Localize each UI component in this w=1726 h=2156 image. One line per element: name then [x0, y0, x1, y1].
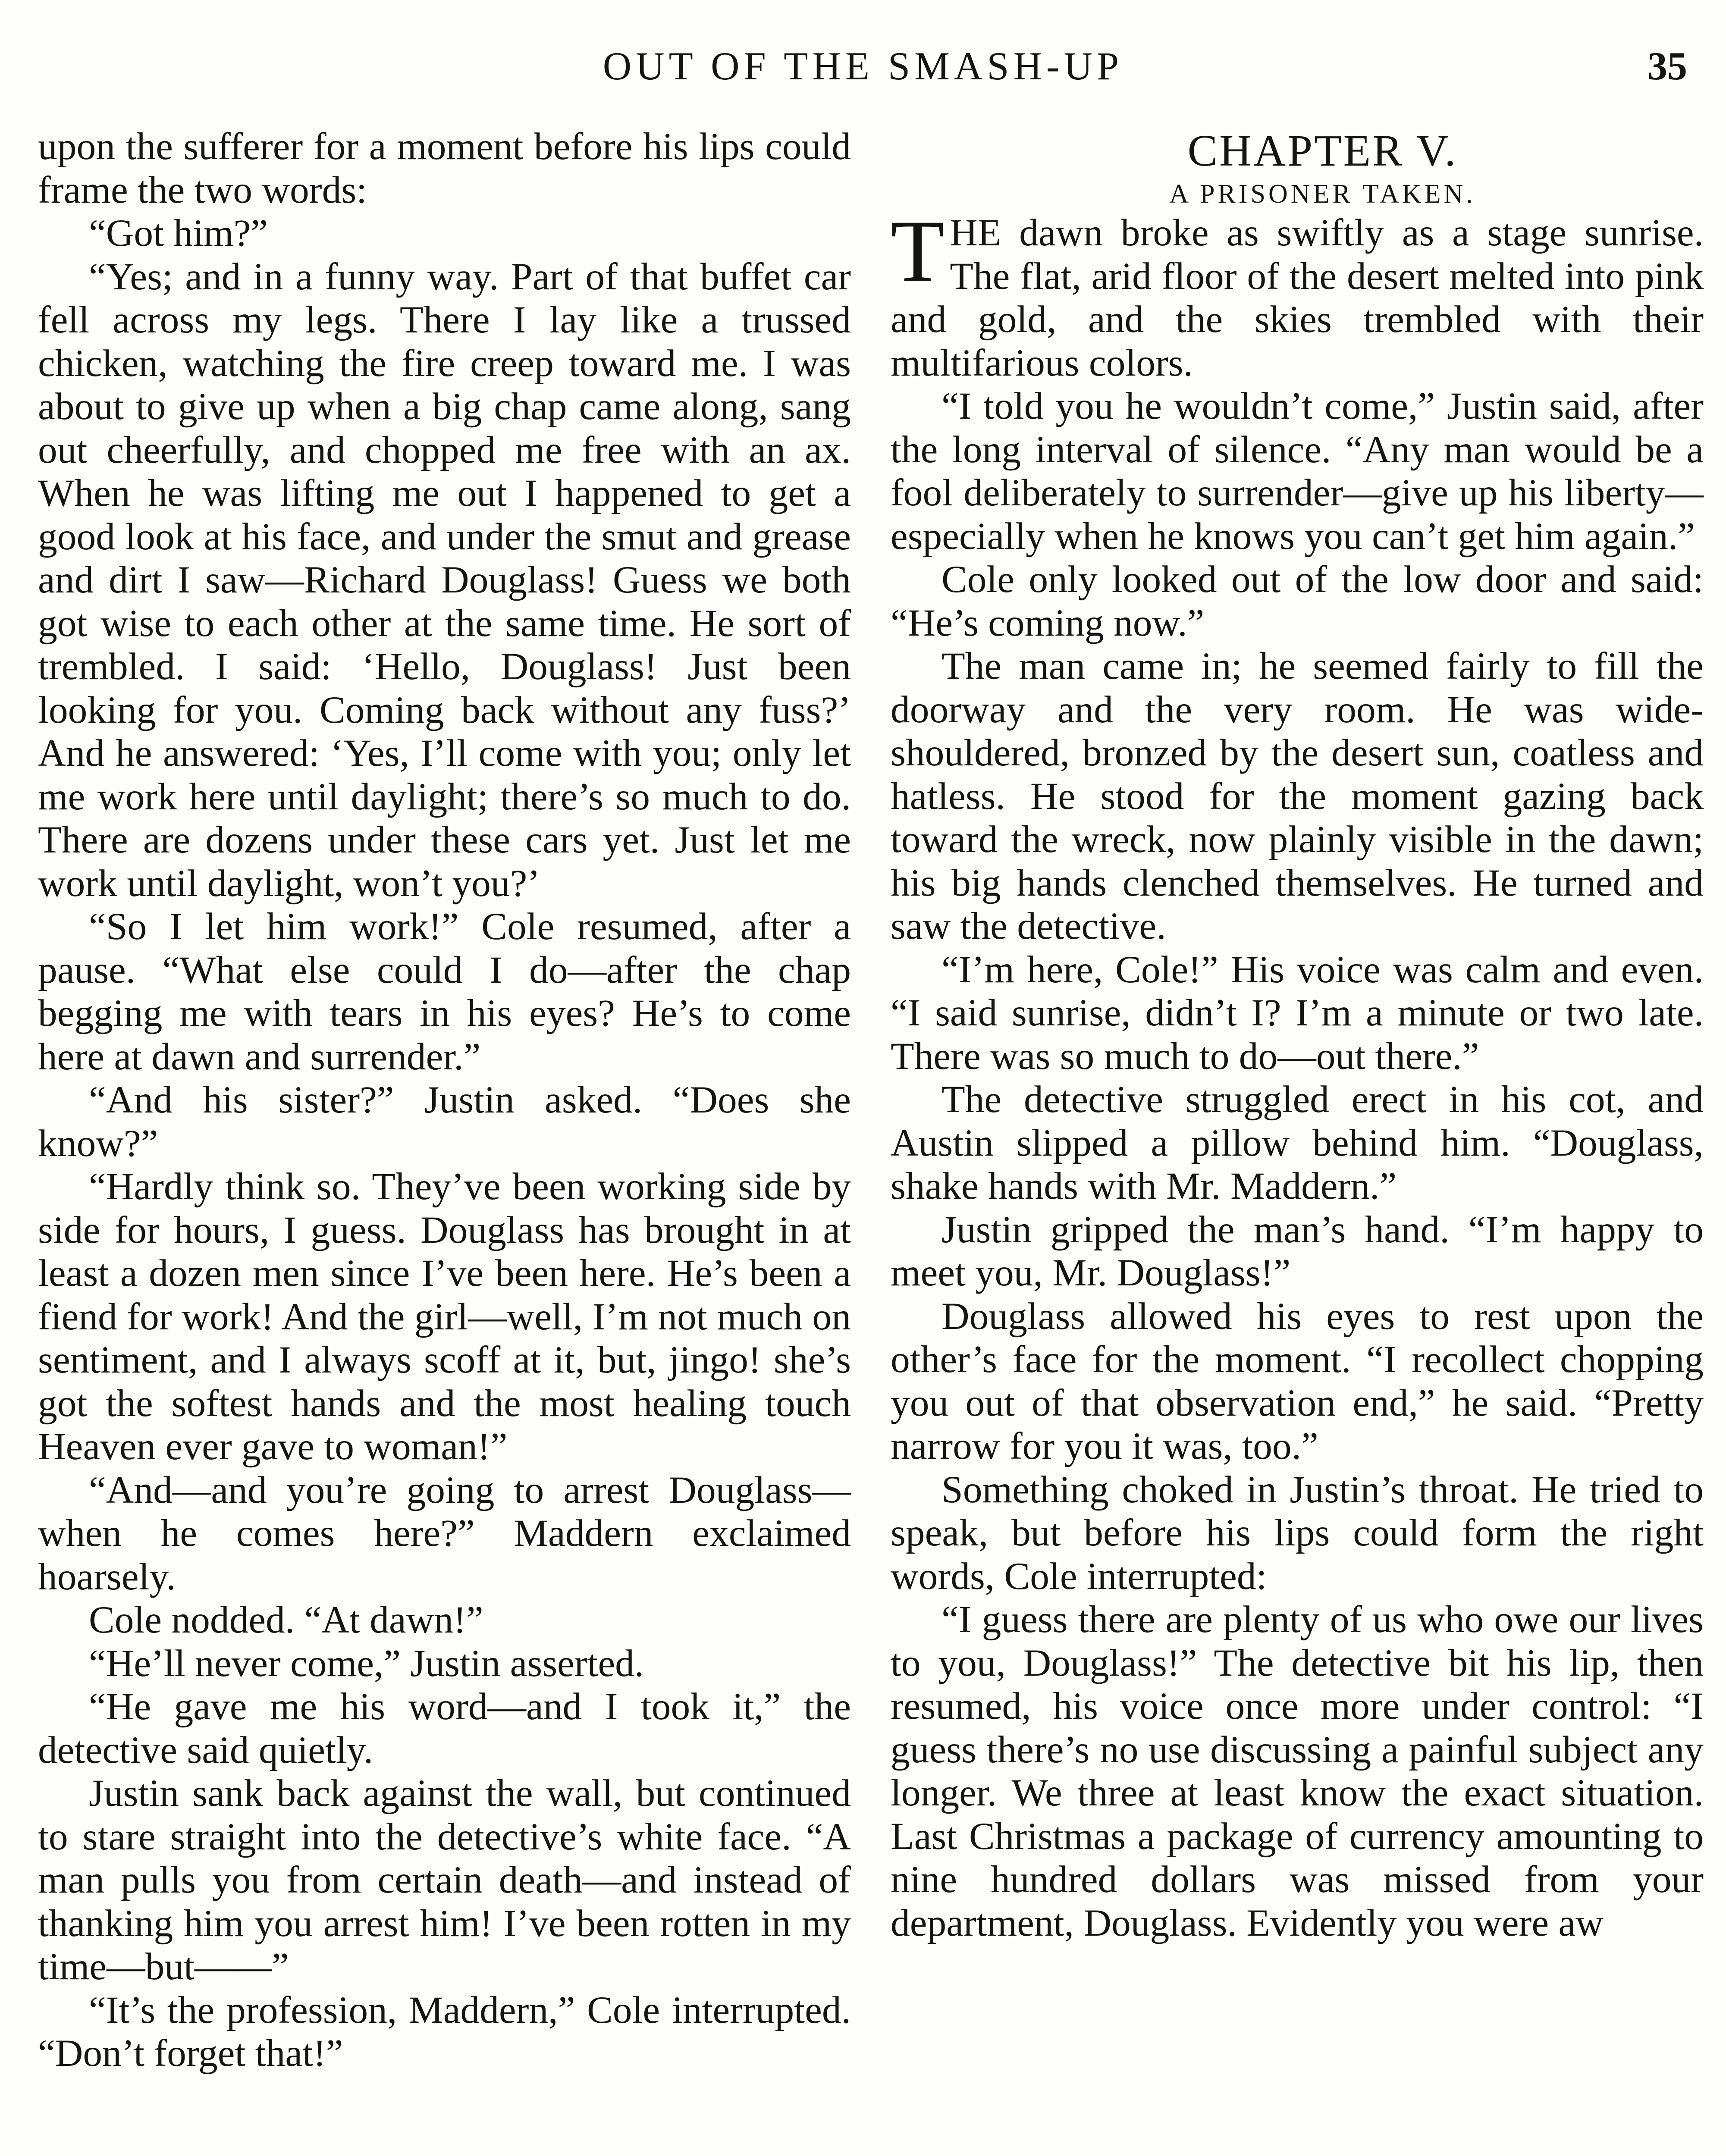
paragraph: “Yes; and in a funny way. Part of that buffet car fell across my legs. There I lay like a trussed chicken, watching the fire creep toward me. I was about to give up when a big chap came along, sang out cheerfully, and chopped me free with an ax. When he was lifting me out I happened to get a good look at his face, and under the smut and grease and dirt I saw—Richard Douglass! Guess we both got wise to each other at the same time. He sort of trembled. I said: ‘Hello, Douglass! Just been looking for you. Coming back without any fuss?’ And he answered: ‘Yes, I’ll come with you; only let me work here until daylight; there’s so much to do. There are dozens under these cars yet. Just let me work until daylight, won’t you?’: [38, 255, 851, 905]
paragraph: “I’m here, Cole!” His voice was calm and even. “I said sunrise, didn’t I? I’m a minute or two late. There was so much to do—out there.”: [891, 948, 1704, 1078]
page-header: [35, 38, 1691, 94]
left-column: [38, 125, 851, 2075]
paragraph: “And—and you’re going to arrest Douglass—when he comes here?” Maddern exclaimed hoarsely.: [38, 1468, 851, 1598]
paragraph: Justin gripped the man’s hand. “I’m happy to meet you, Mr. Douglass!”: [891, 1208, 1704, 1294]
chapter-title: CHAPTER V.: [1187, 126, 1458, 175]
paragraph: upon the sufferer for a moment before his lips could frame the two words:: [38, 125, 851, 211]
paragraph: “It’s the profession, Maddern,” Cole interrupted. “Don’t forget that!”: [38, 1988, 851, 2075]
opening-text: HE dawn broke as swiftly as a stage sunrise. The flat, arid floor of the desert melted into pink and gold, and the skies trembled with their multifarious colors.: [891, 211, 1704, 384]
paragraph: “Got him?”: [89, 212, 268, 254]
paragraph: “I told you he wouldn’t come,” Justin said, after the long interval of silence. “Any man would be a fool deliberately to surrender—give up his liberty—especially when he knows you can’t get him again.”: [891, 385, 1704, 558]
paragraph: “I guess there are plenty of us who owe our lives to you, Douglass!” The detective bit his lip, then resumed, his voice once more under control: “I guess there’s no use discussing a painful subject any longer. We three at least know the exact situation. Last Christmas a package of currency amounting to nine hundred dollars was missed from your department, Douglass. Evidently you were aw: [891, 1598, 1704, 1944]
page-number: 35: [1648, 44, 1687, 88]
paragraph: Cole nodded. “At dawn!”: [89, 1598, 483, 1641]
chapter-opening-paragraph: [891, 202, 1704, 385]
paragraph: “So I let him work!” Cole resumed, after a pause. “What else could I do—after the chap begging me with tears in his eyes? He’s to come here at dawn and surrender.”: [38, 905, 851, 1078]
right-column: [891, 125, 1704, 1945]
running-title: OUT OF THE SMASH-UP: [603, 44, 1123, 88]
paragraph: “Hardly think so. They’ve been working side by side for hours, I guess. Douglass has brought in at least a dozen men since I’ve been here. He’s been a fiend for work! And the girl—well, I’m not much on sentiment, and I always scoff at it, but, jingo! she’s got the softest hands and the most healing touch Heaven ever gave to woman!”: [38, 1165, 851, 1468]
paragraph: “And his sister?” Justin asked. “Does she know?”: [38, 1078, 851, 1165]
drop-cap: T: [891, 202, 945, 300]
paragraph: Douglass allowed his eyes to rest upon the other’s face for the moment. “I recollect chopping you out of that observation end,” he said. “Pretty narrow for you it was, too.”: [891, 1294, 1704, 1467]
chapter-subtitle: A PRISONER TAKEN.: [1169, 179, 1476, 209]
paragraph: The detective struggled erect in his cot, and Austin slipped a pillow behind him. “Douglass, shake hands with Mr. Maddern.”: [891, 1078, 1704, 1207]
paragraph: “He gave me his word—and I took it,” the detective said quietly.: [38, 1685, 851, 1771]
paragraph: The man came in; he seemed fairly to fill the doorway and the very room. He was wide-shouldered, bronzed by the desert sun, coatless and hatless. He stood for the moment gazing back toward the wreck, now plainly visible in the dawn; his big hands clenched themselves. He turned and saw the detective.: [891, 645, 1704, 947]
paragraph: Something choked in Justin’s throat. He tried to speak, but before his lips could form the right words, Cole interrupted:: [891, 1468, 1704, 1598]
paragraph: Justin sank back against the wall, but continued to stare straight into the detective’s white face. “A man pulls you from certain death—and instead of thanking him you arrest him! I’ve been rotten in my time—but——”: [38, 1772, 851, 1988]
paragraph: “He’ll never come,” Justin asserted.: [89, 1642, 644, 1685]
paragraph: Cole only looked out of the low door and said: “He’s coming now.”: [891, 558, 1704, 644]
